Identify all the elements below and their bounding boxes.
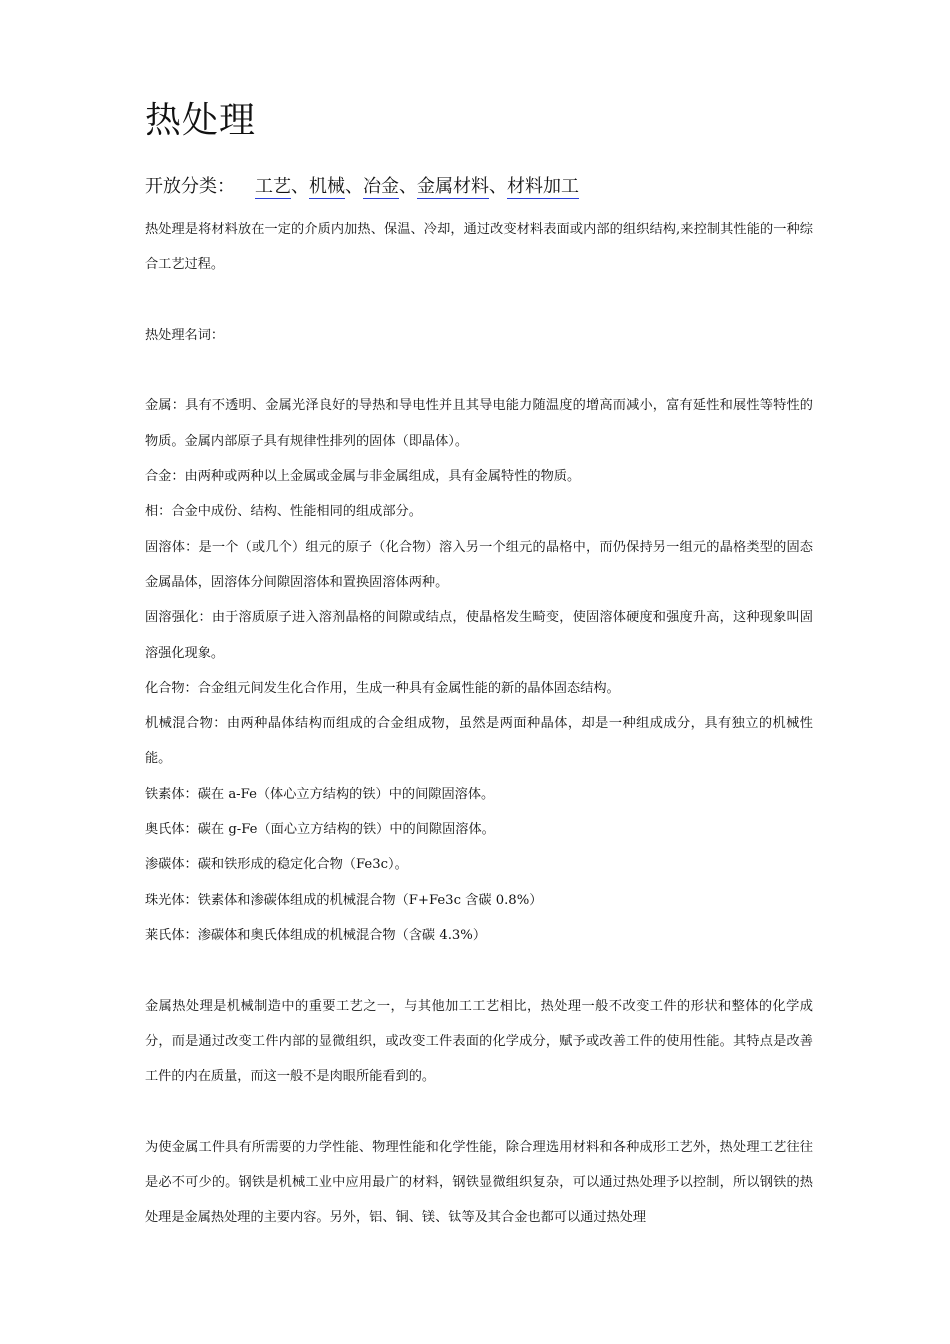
category-link-machinery[interactable]: 机械 <box>309 176 345 197</box>
purpose-paragraph: 为使金属工件具有所需要的力学性能、物理性能和化学性能，除合理选用材料和各种成形工艺外，热处理工艺往往是必不可少的。钢铁是机械工业中应用最广的材料，钢铁显微组织复杂，可以通过热处理予以控制，所以钢铁的热处理是金属热处理的主要内容。另外，铝、铜、镁、钛等及其合金也都可以通过热处理 <box>145 1139 813 1226</box>
category-separator: 、 <box>399 176 417 197</box>
category-link-metallurgy[interactable]: 冶金 <box>363 176 399 197</box>
term-solid-solution-strengthening: 固溶强化：由于溶质原子进入溶剂晶格的间隙或结点，使晶格发生畸变，使固溶体硬度和强度升高，这种现象叫固溶强化现象。 <box>145 610 813 661</box>
term-alloy: 合金：由两种或两种以上金属或金属与非金属组成，具有金属特性的物质。 <box>145 469 581 485</box>
category-link-metal-materials[interactable]: 金属材料 <box>417 176 489 197</box>
category-link-craft[interactable]: 工艺 <box>255 176 291 197</box>
spacer <box>145 953 813 988</box>
open-categories <box>145 174 579 200</box>
article-body <box>145 212 813 1236</box>
categories-label: 开放分类： <box>145 176 235 197</box>
term-compound: 化合物：合金组元间发生化合作用，生成一种具有金属性能的新的晶体固态结构。 <box>145 680 620 696</box>
term-solid-solution: 固溶体：是一个（或几个）组元的原子（化合物）溶入另一个组元的晶格中，而仍保持另一组元的晶格类型的固态金属晶体，固溶体分间隙固溶体和置换固溶体两种。 <box>145 539 813 590</box>
page-title: 热处理 <box>145 100 257 141</box>
term-austenite: 奥氏体：碳在 g-Fe（面心立方结构的铁）中的间隙固溶体。 <box>145 822 495 838</box>
term-cementite: 渗碳体：碳和铁形成的稳定化合物（Fe3c）。 <box>145 857 408 873</box>
spacer <box>145 283 813 318</box>
term-ledeburite: 莱氏体：渗碳体和奥氏体组成的机械混合物（含碳 4.3%） <box>145 927 487 943</box>
term-mechanical-mixture: 机械混合物：由两种晶体结构而组成的合金组成物，虽然是两面种晶体，却是一种组成成分，具有独立的机械性能。 <box>145 716 813 767</box>
term-ferrite: 铁素体：碳在 a-Fe（体心立方结构的铁）中的间隙固溶体。 <box>145 786 495 802</box>
terms-heading: 热处理名词： <box>145 327 225 343</box>
term-phase: 相：合金中成份、结构、性能相同的组成部分。 <box>145 504 422 520</box>
spacer <box>145 353 813 388</box>
category-separator: 、 <box>489 176 507 197</box>
category-separator: 、 <box>291 176 309 197</box>
importance-paragraph: 金属热处理是机械制造中的重要工艺之一，与其他加工工艺相比，热处理一般不改变工件的形状和整体的化学成分，而是通过改变工件内部的显微组织，或改变工件表面的化学成分，赋予或改善工件的使用性能。其特点是改善工件的内在质量，而这一般不是肉眼所能看到的。 <box>145 998 813 1085</box>
term-metal: 金属：具有不透明、金属光泽良好的导热和导电性并且其导电能力随温度的增高而减小，富有延性和展性等特性的物质。金属内部原子具有规律性排列的固体（即晶体）。 <box>145 398 813 449</box>
intro-paragraph: 热处理是将材料放在一定的介质内加热、保温、冷却，通过改变材料表面或内部的组织结构,来控制其性能的一种综合工艺过程。 <box>145 222 813 273</box>
category-link-material-processing[interactable]: 材料加工 <box>507 176 579 197</box>
spacer <box>145 1094 813 1129</box>
category-separator: 、 <box>345 176 363 197</box>
term-pearlite: 珠光体：铁素体和渗碳体组成的机械混合物（F+Fe3c 含碳 0.8%） <box>145 892 543 908</box>
